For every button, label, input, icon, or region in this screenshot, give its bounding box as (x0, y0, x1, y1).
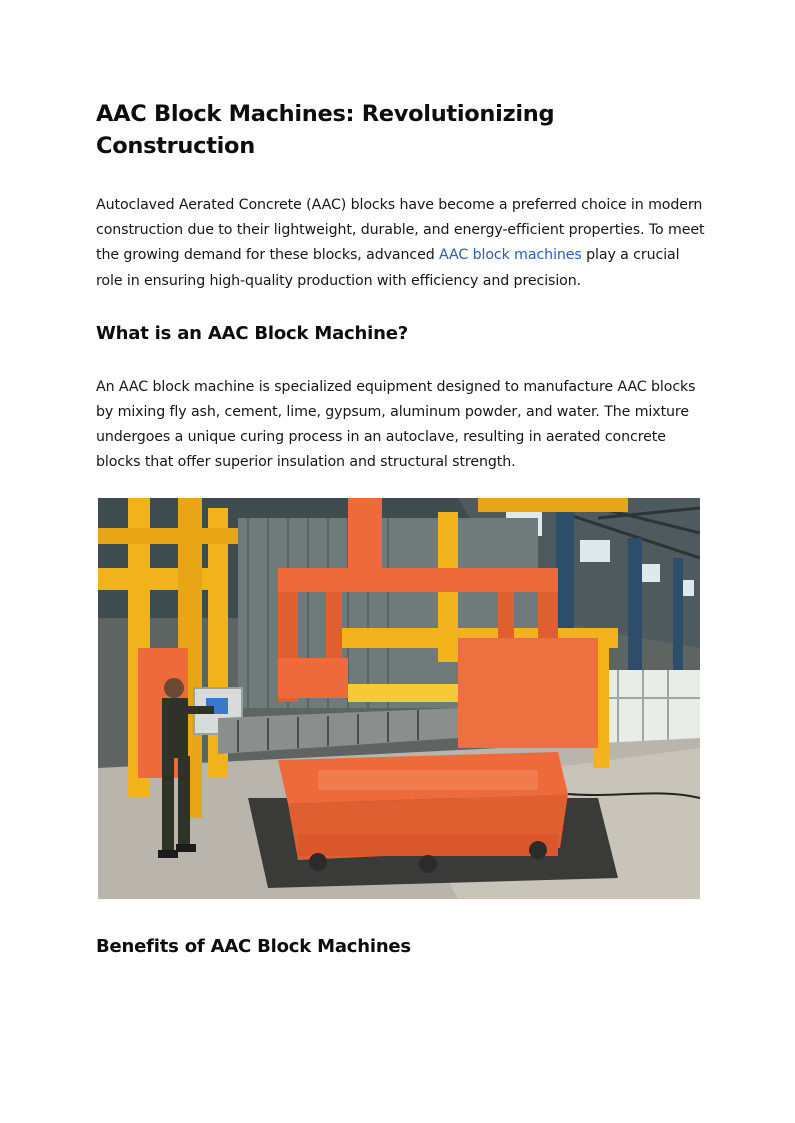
section-heading-what: What is an AAC Block Machine? (96, 322, 408, 344)
page-title: AAC Block Machines: Revolutionizing Construction (96, 101, 555, 159)
document-page (96, 98, 706, 476)
what-paragraph: An AAC block machine is specialized equipment designed to manufacture AAC blocks by mixing fly ash, cement, lime, gypsum, aluminum powder, and water. The mixture undergoes a unique curing process in an autoclave, resulting in aerated concrete blocks that offer superior insulation and structural strength. (96, 378, 696, 471)
intro-text-before-link: Autoclaved Aerated Concrete (AAC) blocks have become a preferred choice in modern construction due to their lightweight, durable, and energy-efficient properties. To meet the growing demand for these blocks, advanced (96, 197, 705, 264)
intro-text-after-link: play a crucial role in ensuring high-quality production with efficiency and precision. (96, 247, 680, 289)
aac-machine-photo (98, 498, 700, 899)
intro-paragraph (96, 193, 706, 294)
aac-block-machines-link[interactable]: AAC block machines (439, 247, 582, 264)
section-heading-benefits: Benefits of AAC Block Machines (96, 936, 411, 957)
